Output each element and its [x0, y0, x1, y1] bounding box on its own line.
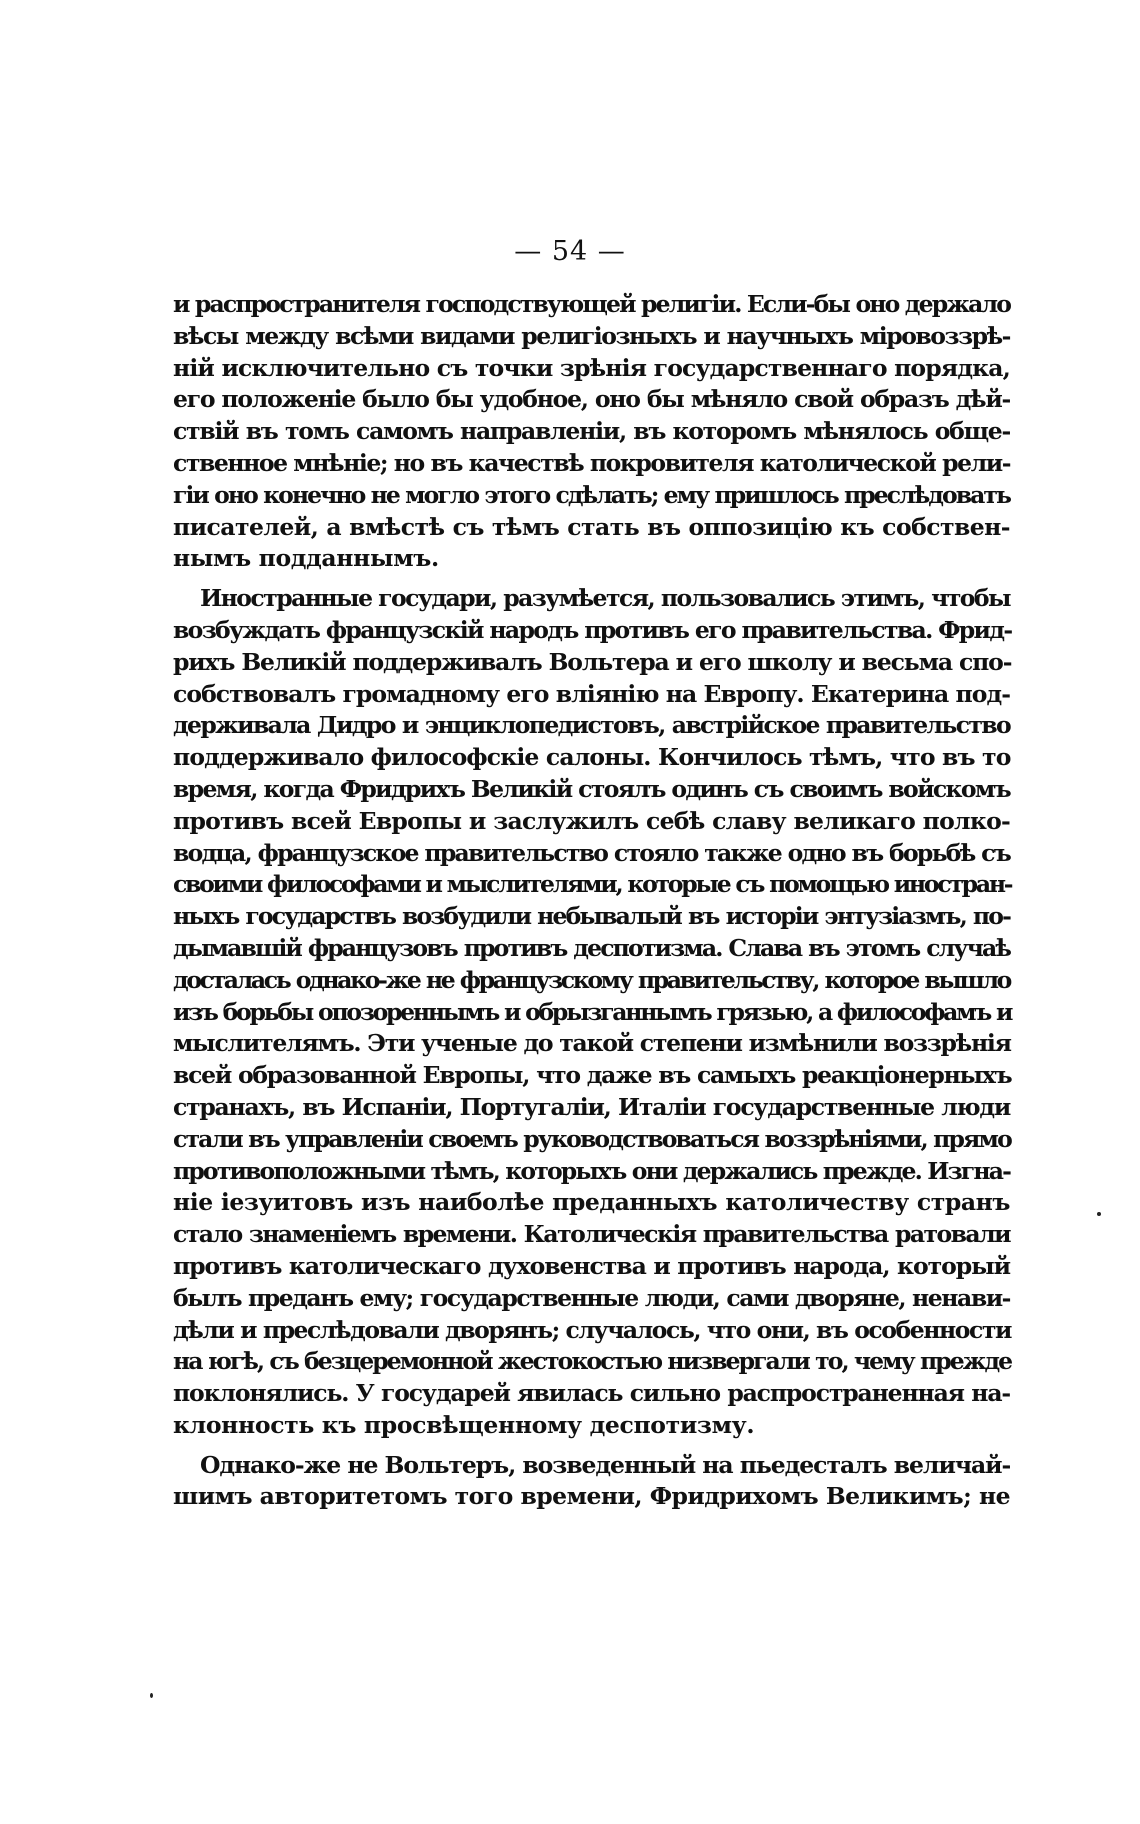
paragraph-3: [173, 1450, 1010, 1514]
paragraph-2: [173, 583, 1010, 1442]
text-line: клонность къ просвѣщенному деспотизму.: [173, 1410, 755, 1439]
text-line: водца, французское правительство стояло также одно въ борьбѣ съ: [173, 838, 1010, 867]
text-line: мыслителямъ. Эти ученые до такой степени измѣнили воззрѣнія: [173, 1029, 1011, 1058]
text-line: досталась однако-же не французскому правительству, которое вышло: [173, 965, 1010, 994]
scan-speck: [150, 1693, 153, 1698]
text-line: и распространителя господствующей религіи. Если-бы оно держало: [173, 290, 1011, 318]
text-line: время, когда Фридрихъ Великій стоялъ одинъ съ своимъ войскомъ: [173, 774, 1010, 803]
text-line: Иностранные государи, разумѣется, пользовались этимъ, чтобы: [200, 584, 1010, 613]
text-line: ныхъ государствъ возбудили небывалый въ исторіи энтузіазмъ, по-: [173, 902, 1010, 931]
page-number: — 54 —: [514, 236, 626, 267]
text-line: дѣли и преслѣдовали дворянъ; случалось, что они, въ особенности: [173, 1315, 1011, 1344]
text-line: ніе іезуитовъ изъ наиболѣе преданныхъ католичеству странъ: [173, 1188, 1010, 1217]
body-text: [173, 289, 1010, 1521]
text-line: на югѣ, съ безцеремонной жестокостью низвергали то, чему прежде: [173, 1347, 1012, 1376]
text-line: держивала Дидро и энциклопедистовъ, австрійское правительство: [173, 711, 1010, 740]
text-line: всей образованной Европы, что даже въ самыхъ реакціонерныхъ: [173, 1061, 1012, 1090]
text-line: ственное мнѣніе; но въ качествѣ покровителя католической рели-: [173, 448, 1010, 477]
text-line: противъ всей Европы и заслужилъ себѣ славу великаго полко-: [173, 806, 1010, 835]
paragraph-1: [173, 289, 1010, 575]
text-line: ній исключительно съ точки зрѣнія государственнаго порядка,: [173, 353, 1010, 382]
text-line: ствій въ томъ самомъ направленіи, въ которомъ мѣнялось обще-: [173, 417, 1010, 446]
text-line: поклонялись. У государей явилась сильно распространенная на-: [173, 1379, 1010, 1408]
scan-speck: [1097, 1212, 1101, 1216]
text-line: поддерживало философскіе салоны. Кончилось тѣмъ, что въ то: [173, 743, 1011, 772]
text-line: возбуждать французскій народъ противъ его правительства. Фрид-: [173, 615, 1012, 644]
text-line: дымавшій французовъ противъ деспотизма. Слава въ этомъ случаѣ: [173, 933, 1010, 962]
text-line: своими философами и мыслителями, которые съ помощью иностран-: [173, 870, 1012, 899]
text-line: изъ борьбы опозореннымъ и обрызганнымъ грязью, а философамъ и: [173, 997, 1012, 1026]
text-line: нымъ подданнымъ.: [173, 544, 439, 573]
text-line: вѣсы между всѣми видами религіозныхъ и научныхъ міровоззрѣ-: [173, 321, 1010, 350]
text-line: противъ католическаго духовенства и противъ народа, который: [173, 1251, 1010, 1280]
text-line: его положеніе было бы удобное, оно бы мѣняло свой образъ дѣй-: [173, 385, 1010, 414]
text-line: противоположными тѣмъ, которыхъ они держались прежде. Изгна-: [173, 1156, 1010, 1185]
text-line: былъ преданъ ему; государственные люди, сами дворяне, ненави-: [173, 1283, 1010, 1312]
text-line: гіи оно конечно не могло этого сдѣлать; ему пришлось преслѣдовать: [173, 480, 1010, 509]
text-line: странахъ, въ Испаніи, Португаліи, Италіи государственные люди: [173, 1092, 1010, 1121]
text-line: Однако-же не Вольтеръ, возведенный на пьедесталъ величай-: [200, 1450, 1011, 1479]
text-line: собствовалъ громадному его вліянію на Европу. Екатерина под-: [173, 679, 1010, 708]
text-line: стали въ управленіи своемъ руководствоваться воззрѣніями, прямо: [173, 1124, 1011, 1153]
text-line: писателей, а вмѣстѣ съ тѣмъ стать въ оппозицію къ собствен-: [173, 512, 1010, 541]
text-line: стало знаменіемъ времени. Католическія правительства ратовали: [173, 1220, 1010, 1249]
text-line: рихъ Великій поддерживалъ Вольтера и его школу и весьма спо-: [173, 647, 1012, 676]
text-line: шимъ авторитетомъ того времени, Фридрихомъ Великимъ; не: [173, 1482, 1010, 1511]
